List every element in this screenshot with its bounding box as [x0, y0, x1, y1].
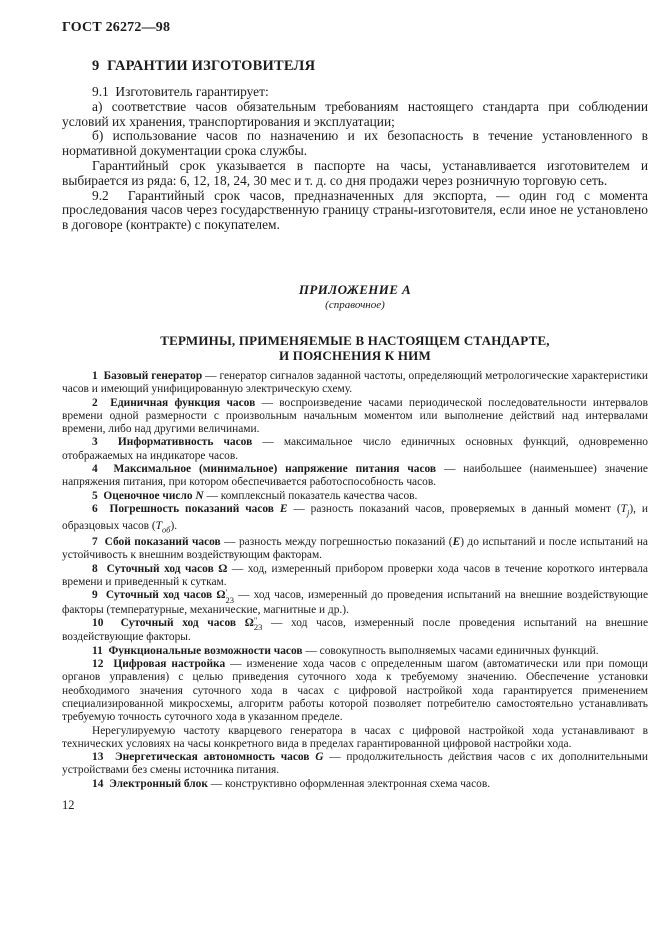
term-item-3	[62, 436, 648, 463]
term-item-6	[62, 503, 648, 536]
term-name: 3 Информативность часов	[92, 436, 253, 449]
paragraph-9-1: 9.1 Изготовитель гарантирует:	[92, 84, 269, 99]
omega-sub-sup	[225, 589, 234, 603]
subscript: об	[162, 523, 171, 534]
term-note-paragraph: Нерегулируемую частоту кварцевого генератора в часах с цифровой настройкой хода устанавливают в технических условиях на часы конкретного вида в пределах гарантированной цифровой настройки хода.	[62, 724, 648, 750]
appendix-header	[62, 282, 648, 311]
paragraph-9-2: 9.2 Гарантийный срок часов, предназначенных для экспорта, — один год с момента проследования часов через государственную границу страны-изготовителя, если иное не установлено в договоре (контракте) с покупателем.	[62, 187, 648, 233]
page-number: 12	[62, 798, 75, 812]
term-name: 13 Энергетическая автономность часов	[92, 751, 310, 764]
term-name: 5 Оценочное число	[92, 489, 193, 502]
appendix-title: ПРИЛОЖЕНИЕ А	[298, 281, 412, 297]
term-item-14	[62, 778, 648, 791]
omega-symbol: Ω	[244, 617, 254, 630]
section-9-heading: 9 ГАРАНТИИ ИЗГОТОВИТЕЛЯ	[92, 58, 316, 74]
term-definition: — воспроизведение часами периодической последовательности интервалов времени одной размерности с произвольным начальным моментом или выполнение действий над интервалами времени, либо над другими величинами.	[62, 396, 648, 436]
term-name: 14 Электронный блок	[92, 777, 208, 790]
term-definition: — максимальное число единичных основных функций, одновременно отображаемых на индикаторе часов.	[62, 436, 648, 462]
term-definition: — ход, измеренный прибором проверки хода часов в течение короткого интервала времени и приведенный к суткам.	[62, 562, 648, 588]
term-item-2	[62, 397, 648, 437]
omega-sub-sup	[254, 617, 263, 631]
paragraph-9-1-a: а) соответствие часов обязательным требованиям настоящего стандарта при соблюдении условий их хранения, транспортирования и эксплуатации;	[62, 98, 648, 129]
term-name: 11 Функциональные возможности часов	[92, 644, 303, 657]
term-item-8	[62, 563, 648, 590]
term-item-13	[62, 751, 648, 778]
term-symbol: G	[315, 751, 324, 764]
term-definition: ).	[170, 519, 178, 532]
paragraph-warranty-period: Гарантийный срок указывается в паспорте на часы, устанавливается изготовителем и выбирается из ряда: 6, 12, 18, 24, 30 мес и т. д. со дня продажи через розничную торговую сеть.	[62, 157, 648, 188]
term-name: 10 Суточный ход часов	[92, 617, 237, 630]
term-name: 7 Сбой показаний часов	[92, 536, 221, 549]
paragraph-9-1-b: б) использование часов по назначению и их безопасность в течение установленного в нормативной документации срока службы.	[62, 128, 648, 159]
subscript: 23	[253, 622, 263, 633]
terms-list	[62, 370, 648, 791]
term-item-10	[62, 617, 648, 645]
term-name: 4 Максимальное (минимальное) напряжение питания часов	[92, 463, 437, 476]
term-definition: — разность показаний часов, проверяемых в данный момент (	[293, 502, 621, 515]
subscript: 23	[225, 594, 234, 605]
term-name: 2 Единичная функция часов	[92, 396, 256, 409]
term-definition: — ход часов, измеренный после проведения испытаний на внешние воздействующие факторы.	[62, 617, 648, 644]
prime-mark: ′	[225, 587, 228, 598]
term-item-4	[62, 463, 648, 490]
term-item-1	[62, 370, 648, 397]
term-definition: ) до испытаний и после испытаний на устойчивость к внешним воздействующим факторам.	[62, 536, 648, 562]
term-definition: — продолжительность действия часов с их дополнительными устройствами без смены источника питания.	[62, 751, 648, 777]
term-name: 6 Погрешность показаний часов	[92, 502, 274, 515]
term-definition: — конструктивно оформленная электронная схема часов.	[210, 777, 491, 790]
omega-symbol: Ω	[218, 562, 228, 575]
term-name: 1 Базовый генератор	[92, 369, 203, 382]
term-item-7	[62, 536, 648, 563]
math-variable: Е	[452, 536, 461, 549]
terms-heading-line1: ТЕРМИНЫ, ПРИМЕНЯЕМЫЕ В НАСТОЯЩЕМ СТАНДАРТЕ,	[160, 332, 550, 348]
term-name: 12 Цифровая настройка	[92, 658, 226, 671]
terms-heading	[62, 333, 648, 363]
term-symbol: Е	[279, 502, 288, 515]
term-symbol: N	[195, 489, 204, 502]
term-name: 8 Суточный ход часов	[92, 562, 214, 575]
appendix-subtitle: (справочное)	[325, 298, 385, 311]
term-definition: — генератор сигналов заданной частоты, определяющий метрологические характеристики часов и имеющий унифицированную электрическую схему.	[62, 369, 648, 396]
term-definition: ), и образцовых часов (	[62, 502, 648, 532]
doc-header: ГОСТ 26272—98	[62, 20, 171, 35]
term-item-9	[62, 589, 648, 617]
term-item-12	[62, 658, 648, 724]
term-definition: — разность между погрешностью показаний (	[224, 536, 453, 549]
terms-heading-line2: И ПОЯСНЕНИЯ К НИМ	[279, 347, 431, 363]
subscript: j	[626, 507, 630, 518]
term-definition: — совокупность выполняемых часами единичных функций.	[305, 644, 599, 657]
math-variable: Т	[620, 502, 627, 515]
term-name: 9 Суточный ход часов	[92, 589, 213, 602]
term-definition: — наибольшее (наименьшее) значение напряжения питания, при котором обеспечивается работоспособность часов.	[62, 463, 648, 489]
term-definition: — изменение хода часов с определенным шагом (автоматически или при помощи органов управления) с целью приведения суточного хода к требуемому значению. Обеспечение установки необходимого значения суточного хода в часах с цифровой настройкой хода гарантируется применением специализированной микросхемы, алгоритм работы которой позволяет потребителю самостоятельно устанавливать требуемую точность суточного хода в указанном пределе.	[62, 658, 648, 724]
term-definition: — ход часов, измеренный до проведения испытаний на внешние воздействующие факторы (температурные, механические, магнитные и др.).	[62, 589, 649, 616]
term-item-5	[62, 490, 648, 503]
term-item-11	[62, 645, 648, 658]
omega-symbol: Ω	[216, 589, 226, 602]
math-variable: Т	[155, 519, 163, 532]
term-definition: — комплексный показатель качества часов.	[206, 489, 418, 502]
prime-mark: ″	[253, 615, 258, 626]
